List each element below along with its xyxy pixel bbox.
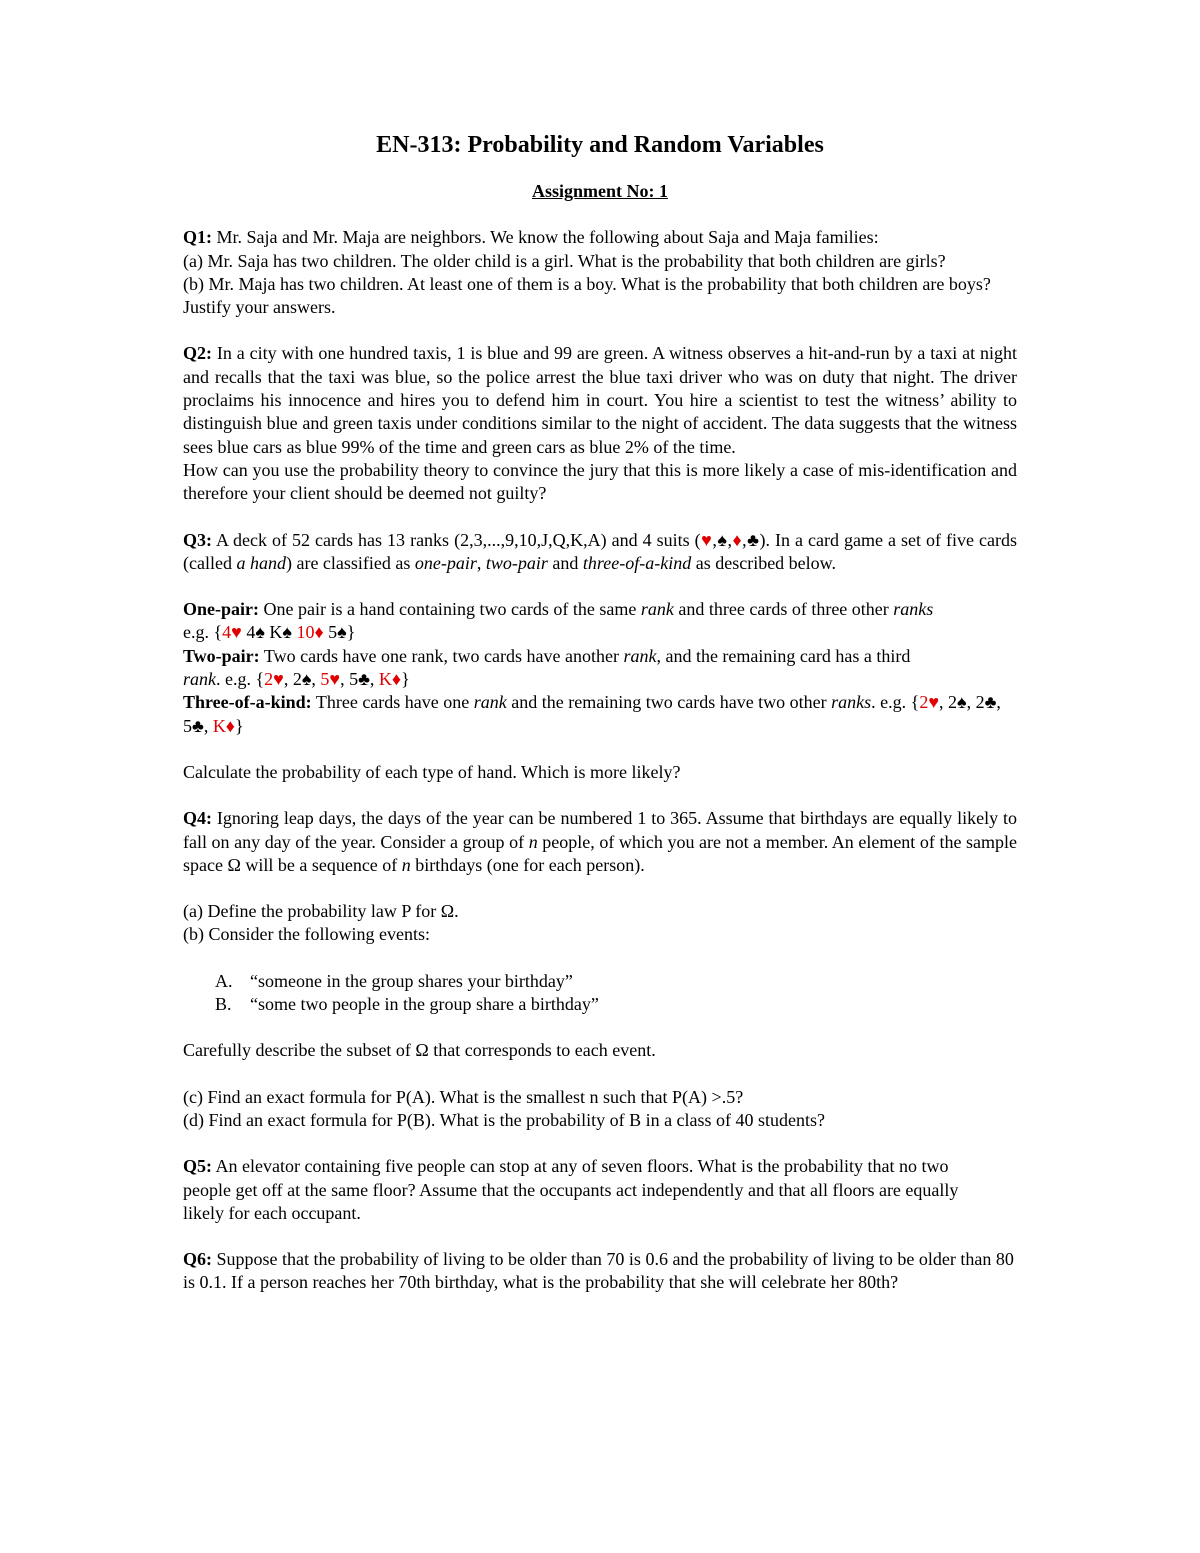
card: 2♥ [264, 669, 284, 690]
q1-part-b: (b) Mr. Maja has two children. At least one of them is a boy. What is the probability that both children are boys? [183, 273, 991, 294]
one-pair-term: ranks [893, 599, 934, 620]
example-suffix: } [401, 669, 410, 690]
q4-part-c: (c) Find an exact formula for P(A). What is the smallest n such that P(A) >.5? [183, 1086, 744, 1107]
spacer [183, 319, 1017, 342]
three-text: and the remaining two cards have two other [506, 692, 832, 713]
spacer [183, 506, 1017, 529]
assignment-number: Assignment No: 1 [531, 181, 668, 201]
spacer [183, 947, 1017, 970]
three-of-a-kind-definition [183, 691, 1017, 738]
q4-text: Ignoring leap days, the days of the year can be numbered 1 to 365. Assume that birthdays are equally likely to fall on any day of the year. Consider a group of [183, 808, 1017, 852]
q5-text [183, 1155, 1017, 1225]
question-6 [183, 1248, 1017, 1295]
comma: , [742, 529, 747, 550]
example-prefix: . e.g. { [871, 692, 920, 713]
card: , 2♠, 2♣, 5♣, [183, 692, 1001, 736]
two-pair-term: rank [623, 645, 657, 666]
q1-intro [183, 226, 1017, 249]
q2-text [183, 342, 1017, 458]
card: , 2♠, [283, 669, 321, 690]
q1-intro-text: Mr. Saja and Mr. Maja are neighbors. We know the following about Saja and Maja families: [212, 227, 879, 248]
q6-label: Q6: [183, 1249, 212, 1270]
q6-text [183, 1248, 1017, 1295]
example-prefix: . e.g. { [216, 669, 265, 690]
spade-suit-icon: ♠ [716, 529, 728, 550]
q4-text: people, of which you are not a member. An element of the sample space Ω will be a sequence of [183, 831, 1017, 875]
question-3 [183, 529, 1017, 785]
q2-body: In a city with one hundred taxis, 1 is blue and 99 are green. A witness observes a hit-and-run by a taxi at night and recalls that the taxi was blue, so the police arrest the blue taxi driver who was on duty that night. The driver proclaims his innocence and hires you to defend him in court. You hire a scientist to test the witness’ ability to distinguish blue and green taxis under conditions similar to the night of accident. The data suggests that the witness sees blue cars as blue 99% of the time and green cars as blue 2% of the time. [183, 343, 1017, 457]
spacer [183, 575, 1017, 598]
spacer [183, 1063, 1017, 1086]
q4-variable-n: n [528, 831, 538, 852]
q3-term-hand: a hand [236, 552, 286, 573]
q4-intro [183, 807, 1017, 877]
q3-label: Q3: [183, 529, 212, 550]
spacer [183, 1016, 1017, 1039]
q2-text-2: How can you use the probability theory to convince the jury that this is more likely a case of mis-identification and therefore your client should be deemed not guilty? [183, 459, 1017, 504]
spacer [183, 203, 1017, 226]
q3-term-one-pair: one-pair [414, 552, 477, 573]
q4-label: Q4: [183, 808, 212, 829]
example-suffix: } [235, 715, 244, 736]
q4-describe: Carefully describe the subset of Ω that corresponds to each event. [183, 1040, 656, 1061]
event-a: “someone in the group shares your birthday” [250, 970, 573, 991]
q3-text: ). In a card game a set of five cards (called [183, 529, 1018, 573]
q1-justify: Justify your answers. [183, 297, 336, 318]
question-2 [183, 342, 1017, 505]
three-text: Three cards have one [311, 692, 474, 713]
event-b: “some two people in the group share a birthday” [250, 994, 599, 1015]
two-pair-text: Two cards have one rank, two cards have another [259, 645, 624, 666]
one-pair-label: One-pair: [183, 599, 259, 620]
q1-part-a: (a) Mr. Saja has two children. The older child is a girl. What is the probability that both children are girls? [183, 250, 946, 271]
card: 4♥ [222, 622, 242, 643]
card: 2♥ [919, 692, 939, 713]
two-pair-term: rank [183, 669, 216, 690]
spacer [183, 738, 1017, 761]
three-of-a-kind-label: Three-of-a-kind: [183, 692, 312, 713]
example-prefix: e.g. { [183, 622, 223, 643]
q3-text: as described below. [691, 552, 837, 573]
q4-part-a: (a) Define the probability law P for Ω. [183, 901, 459, 922]
comma: , [712, 529, 717, 550]
q4-text: birthdays (one for each person). [410, 854, 645, 875]
comma: , [727, 529, 732, 550]
q3-text: , [476, 552, 486, 573]
two-pair-definition [183, 645, 1017, 692]
two-pair-label: Two-pair: [183, 645, 260, 666]
question-5 [183, 1155, 1017, 1225]
question-1 [183, 226, 1017, 319]
card: 5♠} [323, 622, 356, 643]
spacer [183, 877, 1017, 900]
q2-label: Q2: [183, 343, 212, 364]
event-list [215, 970, 1017, 1017]
q5-body: An elevator containing five people can stop at any of seven floors. What is the probability that no two people get off at the same floor? Assume that the occupants act independently and that all floors are equally likely for each occupant. [183, 1156, 959, 1223]
q3-text: A deck of 52 cards has 13 ranks (2,3,...,9,10,J,Q,K,A) and 4 suits ( [212, 529, 701, 550]
one-pair-example [183, 621, 1017, 644]
spacer [183, 1132, 1017, 1155]
club-suit-icon: ♣ [746, 529, 760, 550]
q3-intro [183, 529, 1017, 576]
diamond-suit-icon: ♦ [731, 529, 743, 550]
q4-part-b: (b) Consider the following events: [183, 924, 430, 945]
q3-term-three-of-a-kind: three-of-a-kind [582, 552, 692, 573]
q3-term-two-pair: two-pair [485, 552, 548, 573]
card: 10♦ [296, 622, 324, 643]
one-pair-definition [183, 598, 1017, 621]
three-term: rank [473, 692, 507, 713]
three-term: ranks [831, 692, 872, 713]
card: K♦ [378, 669, 402, 690]
q4-part-d: (d) Find an exact formula for P(B). What is the probability of B in a class of 40 students? [183, 1109, 826, 1130]
q6-body: Suppose that the probability of living to be older than 70 is 0.6 and the probability of living to be older than 80 is 0.1. If a person reaches her 70th birthday, what is the probability that she will celebrate her 80th? [183, 1249, 1014, 1293]
card: , 5♣, [340, 669, 379, 690]
page-title: EN-313: Probability and Random Variables [376, 132, 824, 158]
one-pair-term: rank [640, 599, 674, 620]
q3-text: ) are classified as [285, 552, 415, 573]
heart-suit-icon: ♥ [700, 529, 713, 550]
card: 4♠ K♠ [241, 622, 297, 643]
q5-label: Q5: [183, 1156, 212, 1177]
two-pair-text: , and the remaining card has a third [656, 645, 911, 666]
list-marker: B. [215, 994, 232, 1015]
q4-variable-n: n [401, 854, 411, 875]
q3-calculate: Calculate the probability of each type of hand. Which is more likely? [183, 761, 681, 782]
list-marker: A. [215, 970, 233, 991]
spacer [183, 1225, 1017, 1248]
document-page [183, 130, 1017, 1295]
one-pair-text: One pair is a hand containing two cards of the same [259, 599, 641, 620]
card: K♦ [212, 715, 235, 736]
card: 5♥ [320, 669, 341, 690]
q3-text: and [547, 552, 583, 573]
q1-label: Q1: [183, 227, 212, 248]
spacer [183, 784, 1017, 807]
question-4 [183, 807, 1017, 1132]
list-item [215, 993, 1017, 1016]
list-item [215, 970, 1017, 993]
one-pair-text: and three cards of three other [673, 599, 894, 620]
